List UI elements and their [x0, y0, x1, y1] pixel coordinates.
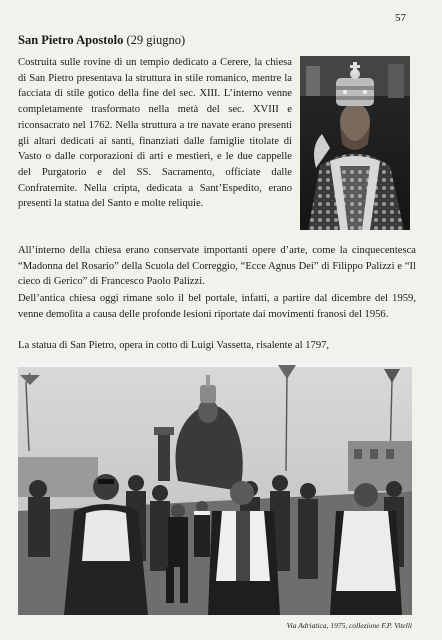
photo-caption: Via Adriatica, 1975, collezione F.P. Vitelli — [286, 621, 412, 630]
statue-photo — [300, 56, 410, 230]
title-saint-name: San Pietro Apostolo — [18, 33, 124, 47]
title-feast-date: (29 giugno) — [123, 33, 186, 47]
paragraph-church-history: Costruita sulle rovine di un tempio dedicato a Cerere, la chiesa di San Pietro presentava la struttura in stile romanico, mentre la facciata di stile gotico della fine del sec. XIII. L’interno venne completamente trasformato nella metà del sec. XVIII e riconsacrato nel 1762. Nella struttura a tre navate erano presenti gli altari dedicati ai santi, finanziati dalle famiglie titolate di Vasto o dalle corporazioni di arti e mestieri, e le due cappelle del Purgatorio e del SS. Sacramento, officiate dalle Confraternite. Nella cripta, dedicata a Sant’Espedito, erano presenti la statua del Santo e molte reliquie. — [18, 57, 292, 210]
page-number: 57 — [395, 12, 406, 24]
procession-photo — [18, 361, 412, 615]
section-title — [18, 33, 185, 47]
paragraph-statue: La statua di San Pietro, opera in cotto di Luigi Vassetta, risalente al 1797, — [18, 340, 330, 351]
paragraph-artworks: All’interno della chiesa erano conservate importanti opere d’arte, come la cinquecentesca “Madonna del Rosario” della Scuola del Correggio, “Ecce Agnus Dei” di Filippo Palizzi e “Il cieco di Gerico” di Francesco Paolo Palizzi. — [18, 245, 416, 288]
paragraph-demolition: Dell’antica chiesa oggi rimane solo il bel portale, infatti, a partire dal dicembre del 1959, venne demolita a causa delle profonde lesioni riportate dai movimenti franosi del 1956. — [18, 293, 416, 320]
